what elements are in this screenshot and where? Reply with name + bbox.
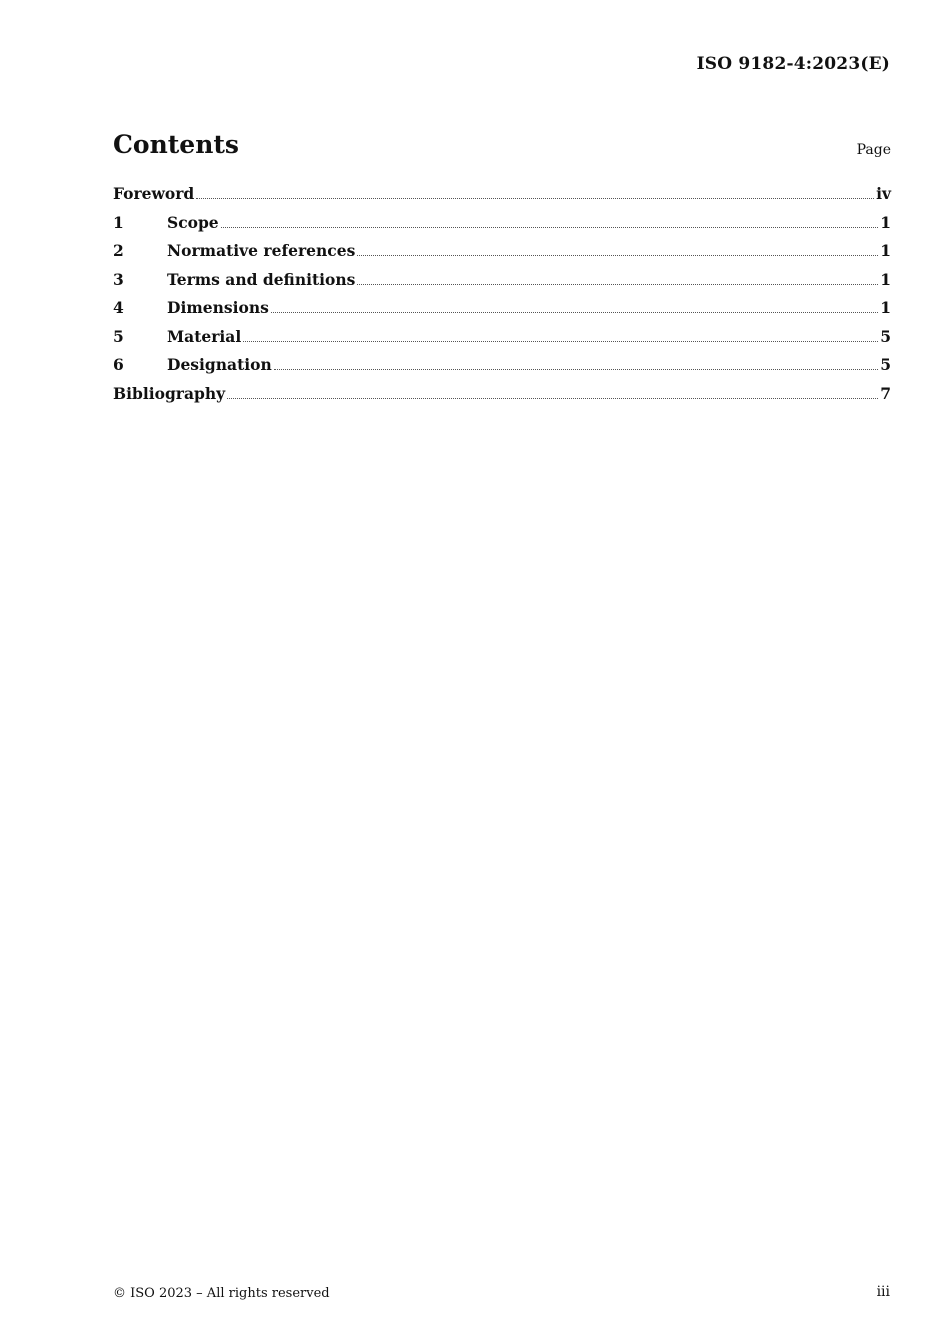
toc-dot-leader: [357, 283, 878, 285]
toc-entry-page: 7: [880, 383, 891, 403]
toc-entry-page: 5: [880, 355, 891, 374]
toc-entry-scope[interactable]: [113, 213, 891, 242]
toc-entry-label: Foreword: [113, 184, 195, 203]
toc-entry-number: 3: [113, 269, 124, 289]
toc-entry-label: Terms and definitions: [167, 269, 356, 289]
toc-entry-label: Material: [167, 326, 242, 346]
toc-entry-designation[interactable]: [113, 355, 891, 384]
toc-entry-normative-references[interactable]: [113, 241, 891, 270]
toc-entry-bibliography[interactable]: [113, 384, 891, 413]
toc-entry-label: Bibliography: [113, 383, 226, 403]
contents-header: [113, 130, 891, 170]
toc-entry-terms-and-definitions[interactable]: [113, 270, 891, 299]
footer-page-number: iii: [876, 1284, 890, 1300]
toc-dot-leader: [243, 340, 878, 342]
toc-entry-page: 5: [880, 326, 891, 346]
toc-entry-number: 5: [113, 326, 124, 346]
toc-entry-page: 1: [880, 241, 891, 260]
toc-entry-page: 1: [880, 298, 891, 317]
toc-entry-number: 2: [113, 241, 124, 260]
toc-dot-leader: [221, 226, 879, 228]
table-of-contents: [113, 184, 891, 412]
toc-entry-label: Scope: [167, 212, 219, 232]
toc-dot-leader: [357, 254, 878, 256]
toc-entry-number: 1: [113, 212, 124, 232]
document-id: ISO 9182-4:2023(E): [696, 54, 890, 74]
page-column-label: Page: [856, 142, 891, 158]
toc-entry-label: Normative references: [167, 241, 356, 260]
toc-entry-page: iv: [876, 184, 891, 203]
toc-dot-leader: [196, 197, 874, 199]
toc-entry-number: 4: [113, 298, 124, 317]
toc-entry-material[interactable]: [113, 327, 891, 356]
toc-dot-leader: [227, 397, 878, 399]
toc-entry-page: 1: [880, 212, 891, 232]
toc-entry-foreword[interactable]: [113, 184, 891, 213]
toc-entry-label: Designation: [167, 355, 272, 374]
footer-copyright: © ISO 2023 – All rights reserved: [113, 1286, 330, 1301]
toc-dot-leader: [271, 311, 878, 313]
toc-entry-page: 1: [880, 269, 891, 289]
toc-entry-number: 6: [113, 355, 124, 374]
toc-dot-leader: [274, 368, 878, 370]
toc-entry-dimensions[interactable]: [113, 298, 891, 327]
toc-entry-label: Dimensions: [167, 298, 269, 317]
contents-title: Contents: [113, 130, 240, 159]
